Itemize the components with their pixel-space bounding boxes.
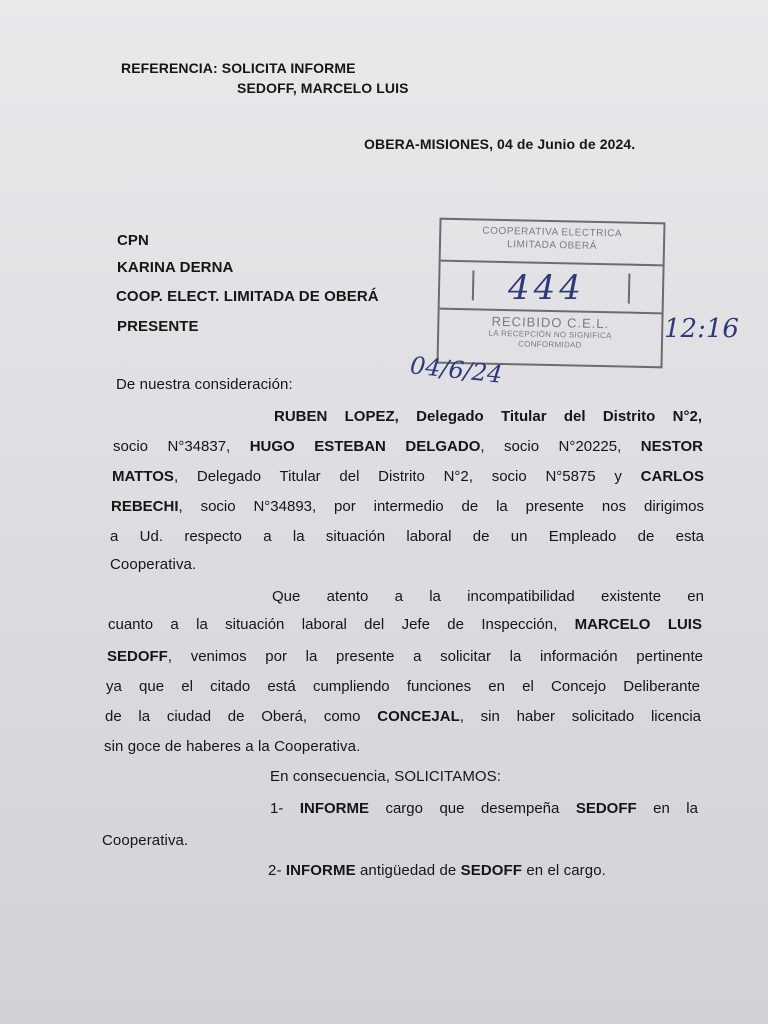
salutation: De nuestra consideración: [116,376,293,393]
stamp-disclaimer-2: CONFORMIDAD [517,339,582,350]
text-run: , venimos por la presente a solicitar la información pertinente [167,648,703,665]
addressee-name: KARINA DERNA [117,259,234,276]
addressee-title: CPN [117,232,149,249]
stamp-header-line-1: COOPERATIVA ELECTRICA [482,225,623,240]
text-line [110,556,196,573]
text-run: sin goce de haberes a la Cooperativa. [104,738,361,755]
bold-text-run: CONCEJAL [377,708,460,725]
bold-text-run: HUGO ESTEBAN DELGADO [249,438,481,455]
bold-text-run: INFORME [299,800,369,817]
bold-text-run: REBECHI [111,498,179,515]
place-date: OBERA-MISIONES, 04 de Junio de 2024. [364,136,636,152]
reference-line-1: REFERENCIA: SOLICITA INFORME [121,60,356,76]
text-line [272,588,704,605]
text-run: cuanto a la situación laboral del Jefe de Inspección, [108,616,575,633]
bold-text-run: SEDOFF [575,800,637,817]
text-run: en la [636,800,698,817]
text-line [113,438,703,455]
text-run: a Ud. respecto a la situación laboral de un Empleado de esta [110,528,704,545]
bold-text-run: CARLOS [640,468,704,485]
stamp-received: RECIBIDO C.E.L. [491,313,610,332]
request-item-1-continued: Cooperativa. [102,832,189,849]
bold-text-run: RUBEN LOPEZ [274,408,395,425]
text-run: , Delegado Titular del Distrito N°2, socio N°5875 y [173,468,641,485]
stamp-header-line-2: LIMITADA OBERÁ [507,239,597,252]
bold-text-run: INFORME [285,862,356,879]
text-run: cargo que desempeña [368,800,576,817]
bold-text-run: SEDOFF [460,862,523,879]
text-run: Que atento a la incompatibilidad existente en [272,588,704,605]
stamp-header [441,220,664,267]
bold-text-run: NESTOR [640,438,703,455]
text-line [110,528,704,545]
addressee-organization: COOP. ELECT. LIMITADA DE OBERÁ [116,288,379,305]
text-run: ya que el citado está cumpliendo funciones en el Concejo Deliberante [106,678,700,695]
text-run: 1- [270,800,300,817]
text-line [268,862,606,879]
text-line [112,468,704,485]
text-line [105,708,701,725]
text-line [111,498,704,515]
text-line [106,678,700,695]
text-run: , socio N°20225, [480,438,641,455]
stamp-divider [628,274,631,304]
text-run: socio N°34837, [113,438,250,455]
text-line [108,616,702,633]
text-run: , socio N°34893, por intermedio de la presente nos dirigimos [178,498,704,515]
bold-text-run: MARCELO LUIS [574,616,702,633]
text-run: Cooperativa. [110,556,197,573]
text-run: de la ciudad de Oberá, como [105,708,378,725]
bold-text-run: SEDOFF [107,648,168,665]
request-intro: En consecuencia, SOLICITAMOS: [270,768,502,785]
stamp-footer [439,310,662,365]
text-line [107,648,703,665]
stamp-disclaimer-1: LA RECEPCIÓN NO SIGNIFICA [488,328,612,341]
text-line [104,738,360,755]
addressee-presente: PRESENTE [117,318,199,335]
stamp-handwritten-date: 04/6/24 [408,351,504,389]
text-line [274,408,702,425]
text-run: , sin haber solicitado licencia [459,708,701,725]
text-run: en el cargo. [522,862,606,879]
text-run: antigüedad de [355,862,461,879]
reference-line-2: SEDOFF, MARCELO LUIS [237,80,409,96]
stamp-handwritten-number: 444 [508,268,585,308]
stamp-divider [472,270,475,300]
bold-text-run: , Delegado Titular del Distrito N°2, [394,408,702,425]
stamp-handwritten-time: 12:16 [664,314,739,344]
text-run: 2- [268,862,286,879]
text-line [270,800,698,817]
bold-text-run: MATTOS [112,468,174,485]
